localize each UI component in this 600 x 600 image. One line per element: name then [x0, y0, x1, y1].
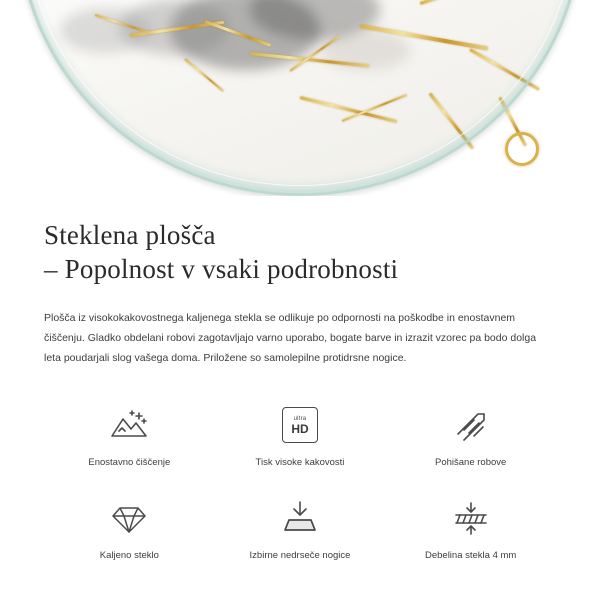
- feature-ultra-hd-print: [215, 402, 386, 469]
- feature-grid: [44, 402, 556, 562]
- feature-label: Pohišane robove: [435, 457, 507, 468]
- ultra-hd-badge-top: ultra: [293, 415, 307, 422]
- marble-ink-smudge: [60, 8, 150, 53]
- tempered-glass-icon: [106, 495, 152, 541]
- feature-anti-slip-feet: [215, 495, 386, 562]
- glass-thickness-icon: [448, 495, 494, 541]
- hero-image: [0, 0, 600, 196]
- feature-label: Tisk visoke kakovosti: [255, 457, 345, 468]
- feature-easy-clean: [44, 402, 215, 469]
- anti-slip-feet-icon: [277, 495, 323, 541]
- headline-line-2: – Popolnost v vsaki podrobnosti: [44, 254, 399, 284]
- feature-glass-thickness: [385, 495, 556, 562]
- feature-tempered-glass: [44, 495, 215, 562]
- feature-polished-edges: [385, 402, 556, 469]
- feature-label: Enostavno čiščenje: [88, 457, 171, 468]
- gold-ring-detail: [505, 132, 539, 166]
- page-title: [44, 218, 556, 286]
- ultra-hd-print-icon: [277, 402, 323, 448]
- feature-label: Debelina stekla 4 mm: [424, 550, 517, 561]
- feature-label: Kaljeno steklo: [99, 550, 159, 561]
- easy-clean-icon: [106, 402, 152, 448]
- headline-line-1: Steklena plošča: [44, 220, 216, 250]
- polished-edges-icon: [448, 402, 494, 448]
- description-content: [0, 218, 600, 562]
- feature-label: Izbirne nedrseče nogice: [249, 550, 351, 561]
- ultra-hd-badge-bottom: HD: [291, 421, 309, 436]
- description-paragraph: Plošča iz visokokakovostnega kaljenega stekla se odlikuje po odpornosti na poškodbe in enostavnem čiščenju. Gladko obdelani robovi zagotavljajo varno uporabo, bogate barve in izrazit vzorec pa bodo dolga leta poudarjali slog vašega doma. Priložene so samolepilne protidrsne nogice.: [44, 312, 537, 364]
